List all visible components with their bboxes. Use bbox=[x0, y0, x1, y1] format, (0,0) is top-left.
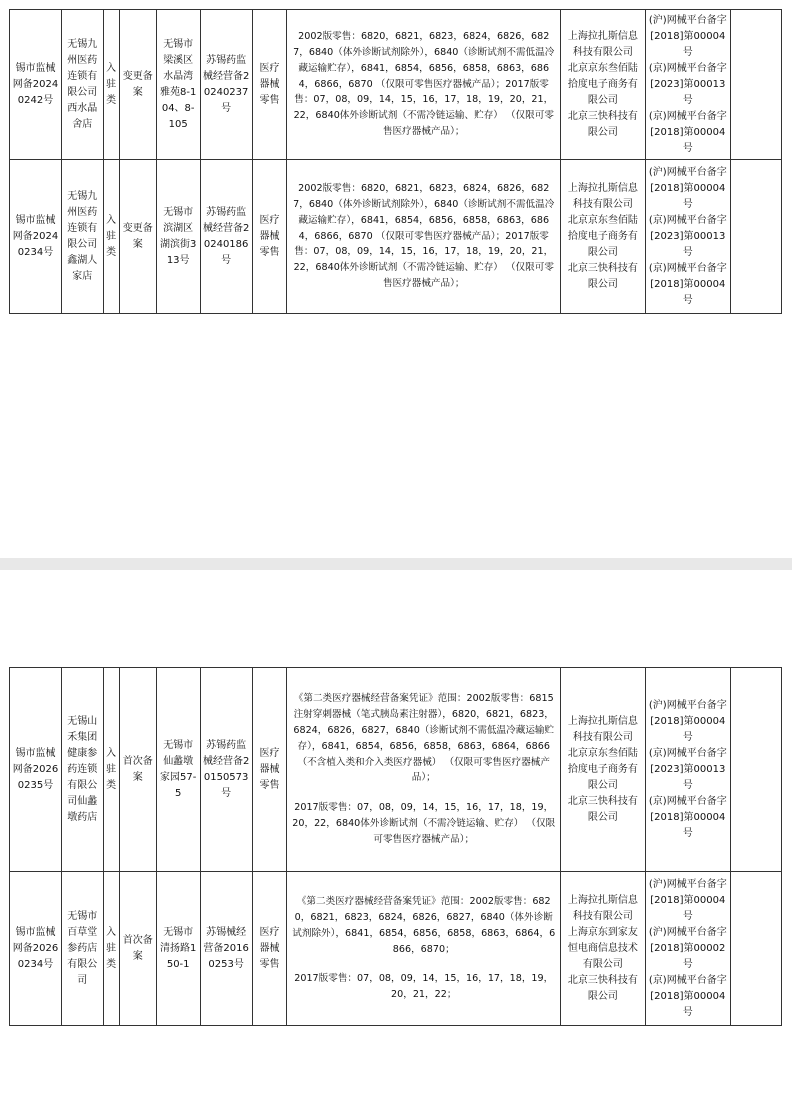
platform-number: (京)网械平台备字[2018]第00004号 bbox=[648, 262, 727, 306]
platform-number: (京)网械平台备字[2018]第00004号 bbox=[648, 795, 727, 839]
category: 入驻类 bbox=[103, 668, 119, 872]
enterprise-name: 无锡市百草堂参药店有限公司 bbox=[62, 872, 104, 1026]
platform-name: 北京三快科技有限公司 bbox=[567, 110, 638, 138]
platform-name: 北京三快科技有限公司 bbox=[567, 795, 638, 823]
enterprise-name: 无锡九州医药连锁有限公司鑫湖人家店 bbox=[62, 160, 104, 314]
record-number: 锡市监械网备20260235号 bbox=[10, 668, 62, 872]
platform-name: 上海拉扎斯信息科技有限公司 bbox=[567, 182, 638, 210]
platform-name: 上海拉扎斯信息科技有限公司 bbox=[567, 715, 638, 743]
license-number: 苏锡药监械经营备20150573号 bbox=[200, 668, 252, 872]
platform-name: 北京三快科技有限公司 bbox=[567, 262, 638, 290]
scope-text: 2002版零售：6820，6821，6823，6824，6826，6827，6840（体外诊断试剂除外），6840（诊断试剂不需低温冷藏运输贮存），6841，6854，6856，6858，6863，6864，6866，6870 （仅限可零售医疗器械产品）；2017版零售：07，08，09，14，15，16，17，18，19，20，21，22，6840体外诊断试剂（不需冷链运输、贮存） （仅限可零售医疗器械产品）； bbox=[293, 31, 555, 137]
empty-cell bbox=[731, 668, 782, 872]
platform-name: 北京京东叁佰陆拾度电子商务有限公司 bbox=[567, 62, 638, 106]
table-row bbox=[10, 668, 782, 872]
scope-text: 2017版零售：07，08，09，14，15，16，17，18，19，20，22，6840体外诊断试剂（不需冷链运输、贮存） （仅限可零售医疗器械产品）； bbox=[292, 802, 556, 845]
address: 无锡市梁溪区水晶湾雅苑8-104、8-105 bbox=[156, 10, 200, 160]
filing-table-page2 bbox=[9, 667, 782, 1026]
filing-type: 首次备案 bbox=[119, 872, 156, 1026]
license-number: 苏锡药监械经营备20240186号 bbox=[200, 160, 252, 314]
platform-numbers bbox=[645, 668, 731, 872]
platform-name: 上海拉扎斯信息科技有限公司 bbox=[567, 30, 638, 58]
category: 入驻类 bbox=[103, 10, 119, 160]
scope-text: 《第二类医疗器械经营备案凭证》范围：2002版零售：6815注射穿刺器械（笔式胰岛素注射器），6820，6821，6823，6824，6826，6827，6840（诊断试剂不需低温冷藏运输贮存），6841，6854，6856，6858，6863，6864，6866 （不含植入类和介入类医疗器械） （仅限可零售医疗器械产品）； bbox=[293, 693, 555, 784]
business-scope bbox=[287, 872, 561, 1026]
platform-name: 北京京东叁佰陆拾度电子商务有限公司 bbox=[567, 214, 638, 258]
business-mode: 医疗器械零售 bbox=[252, 668, 287, 872]
platform-numbers bbox=[645, 872, 731, 1026]
business-mode: 医疗器械零售 bbox=[252, 10, 287, 160]
scope-text: 《第二类医疗器械经营备案凭证》范围：2002版零售：6820，6821，6823，6824，6826，6827，6840（体外诊断试剂除外），6841，6854，6856，6858，6863，6864，6866，6870； bbox=[292, 896, 556, 955]
platform-name: 上海京东到家友恒电商信息技术有限公司 bbox=[567, 926, 638, 970]
license-number: 苏锡械经营备20160253号 bbox=[200, 872, 252, 1026]
platform-number: (沪)网械平台备字[2018]第00002号 bbox=[648, 926, 727, 970]
platform-names bbox=[561, 10, 645, 160]
address: 无锡市清扬路150-1 bbox=[156, 872, 200, 1026]
empty-cell bbox=[731, 160, 782, 314]
business-mode: 医疗器械零售 bbox=[252, 160, 287, 314]
platform-number: (京)网械平台备字[2023]第00013号 bbox=[648, 747, 727, 791]
platform-number: (京)网械平台备字[2018]第00004号 bbox=[648, 110, 727, 154]
platform-names bbox=[561, 872, 645, 1026]
platform-number: (沪)网械平台备字[2018]第00004号 bbox=[648, 166, 727, 210]
filing-type: 变更备案 bbox=[119, 160, 156, 314]
platform-names bbox=[561, 668, 645, 872]
filing-table-page1 bbox=[9, 9, 782, 314]
platform-names bbox=[561, 160, 645, 314]
platform-name: 上海拉扎斯信息科技有限公司 bbox=[567, 894, 638, 922]
business-scope bbox=[287, 160, 561, 314]
platform-number: (沪)网械平台备字[2018]第00004号 bbox=[648, 878, 727, 922]
address: 无锡市仙蠡墩家园57-5 bbox=[156, 668, 200, 872]
filing-type: 首次备案 bbox=[119, 668, 156, 872]
platform-number: (京)网械平台备字[2023]第00013号 bbox=[648, 62, 727, 106]
page-separator bbox=[0, 558, 792, 570]
scope-text: 2017版零售：07，08，09，14，15，16，17，18，19，20，21，22； bbox=[294, 973, 554, 1001]
platform-number: (京)网械平台备字[2018]第00004号 bbox=[648, 974, 727, 1018]
address: 无锡市滨湖区湖滨街313号 bbox=[156, 160, 200, 314]
platform-numbers bbox=[645, 10, 731, 160]
platform-numbers bbox=[645, 160, 731, 314]
license-number: 苏锡药监械经营备20240237号 bbox=[200, 10, 252, 160]
table-row bbox=[10, 10, 782, 160]
empty-cell bbox=[731, 10, 782, 160]
scope-text: 2002版零售：6820，6821，6823，6824，6826，6827，6840（体外诊断试剂除外），6840（诊断试剂不需低温冷藏运输贮存），6841，6854，6856，6858，6863，6864，6866，6870 （仅限可零售医疗器械产品）；2017版零售：07，08，09，14，15，16，17，18，19，20，21，22，6840体外诊断试剂（不需冷链运输、贮存） （仅限可零售医疗器械产品）； bbox=[293, 183, 555, 289]
platform-number: (京)网械平台备字[2023]第00013号 bbox=[648, 214, 727, 258]
table-row bbox=[10, 872, 782, 1026]
business-scope bbox=[287, 668, 561, 872]
filing-type: 变更备案 bbox=[119, 10, 156, 160]
business-scope bbox=[287, 10, 561, 160]
record-number: 锡市监械网备20260234号 bbox=[10, 872, 62, 1026]
platform-number: (沪)网械平台备字[2018]第00004号 bbox=[648, 14, 727, 58]
table-row bbox=[10, 160, 782, 314]
business-mode: 医疗器械零售 bbox=[252, 872, 287, 1026]
category: 入驻类 bbox=[103, 872, 119, 1026]
platform-number: (沪)网械平台备字[2018]第00004号 bbox=[648, 699, 727, 743]
category: 入驻类 bbox=[103, 160, 119, 314]
enterprise-name: 无锡九州医药连锁有限公司西水晶舍店 bbox=[62, 10, 104, 160]
record-number: 锡市监械网备20240242号 bbox=[10, 10, 62, 160]
empty-cell bbox=[731, 872, 782, 1026]
record-number: 锡市监械网备20240234号 bbox=[10, 160, 62, 314]
enterprise-name: 无锡山禾集团健康参药连锁有限公司仙蠡墩药店 bbox=[62, 668, 104, 872]
platform-name: 北京三快科技有限公司 bbox=[567, 974, 638, 1002]
platform-name: 北京京东叁佰陆拾度电子商务有限公司 bbox=[567, 747, 638, 791]
